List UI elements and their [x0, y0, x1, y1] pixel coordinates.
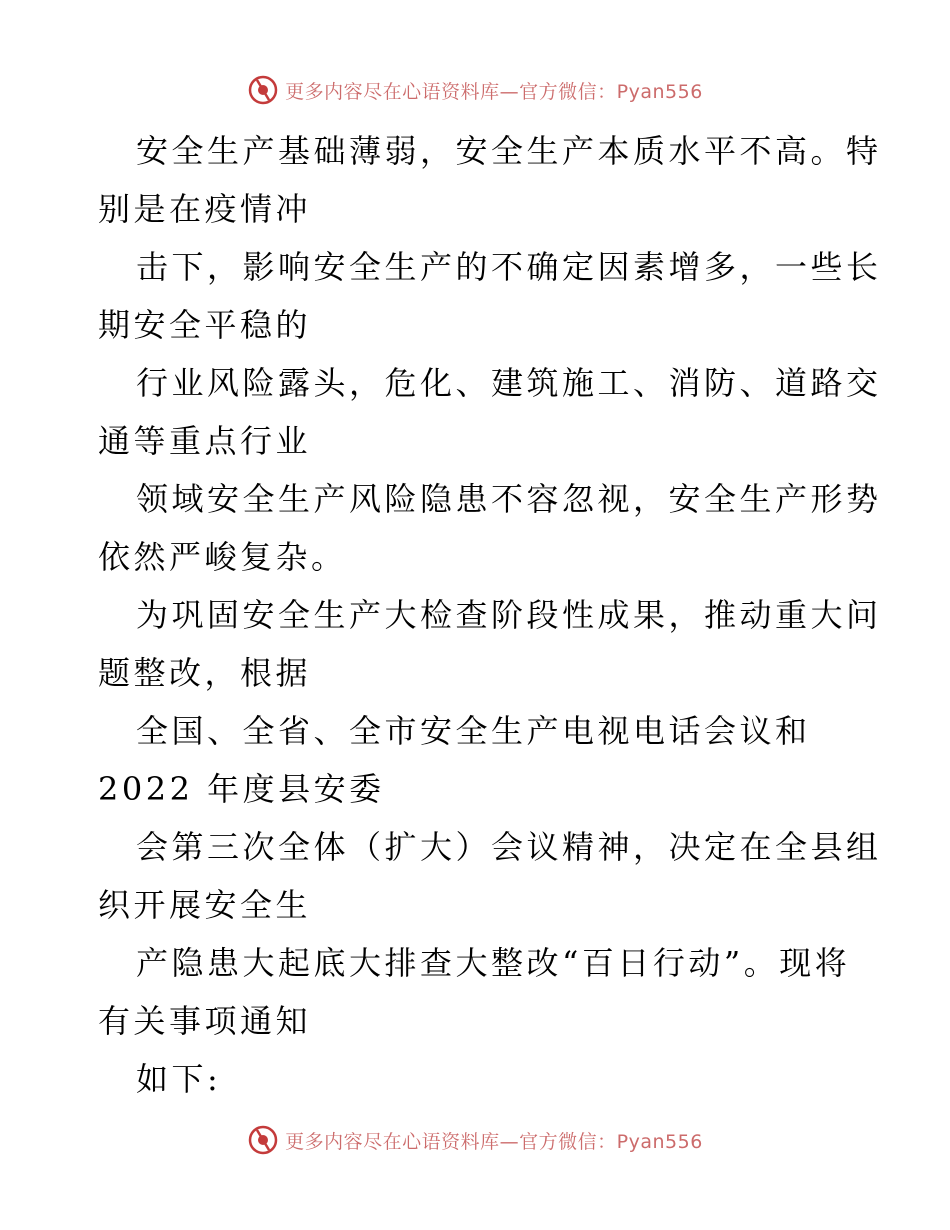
text-line: 如下:: [136, 1060, 222, 1098]
text-line: 全国、全省、全市安全生产电视电话会议和: [136, 712, 811, 750]
watermark-text: 更多内容尽在心语资料库—官方微信：Pyan556: [285, 1130, 703, 1153]
text-line: 别是在疫情冲: [98, 190, 312, 228]
watermark-logo-icon: [247, 1124, 279, 1156]
text-line: 击下，影响安全生产的不确定因素增多，一些长: [136, 248, 882, 286]
text-line: 有关事项通知: [98, 1002, 312, 1040]
watermark-footer: [0, 1122, 950, 1158]
watermark-header: [0, 72, 950, 108]
text-line: 依然严峻复杂。: [98, 538, 347, 576]
text-line: 期安全平稳的: [98, 306, 312, 344]
text-line: 题整改，根据: [98, 654, 312, 692]
text-line: 为巩固安全生产大检查阶段性成果，推动重大问: [136, 596, 882, 634]
text-line: 领域安全生产风险隐患不容忽视，安全生产形势: [136, 480, 882, 518]
text-line: 2022 年度县安委: [98, 770, 385, 808]
text-line: 行业风险露头，危化、建筑施工、消防、道路交: [136, 364, 882, 402]
text-line: 织开展安全生: [98, 886, 312, 924]
document-body: [98, 122, 882, 1108]
text-line: 会第三次全体（扩大）会议精神，决定在全县组: [136, 828, 882, 866]
text-line: 产隐患大起底大排查大整改“百日行动”。现将: [136, 944, 851, 982]
text-line: 安全生产基础薄弱，安全生产本质水平不高。特: [136, 132, 882, 170]
text-line: 通等重点行业: [98, 422, 312, 460]
watermark-logo-icon: [247, 74, 279, 106]
watermark-text: 更多内容尽在心语资料库—官方微信：Pyan556: [285, 80, 703, 103]
